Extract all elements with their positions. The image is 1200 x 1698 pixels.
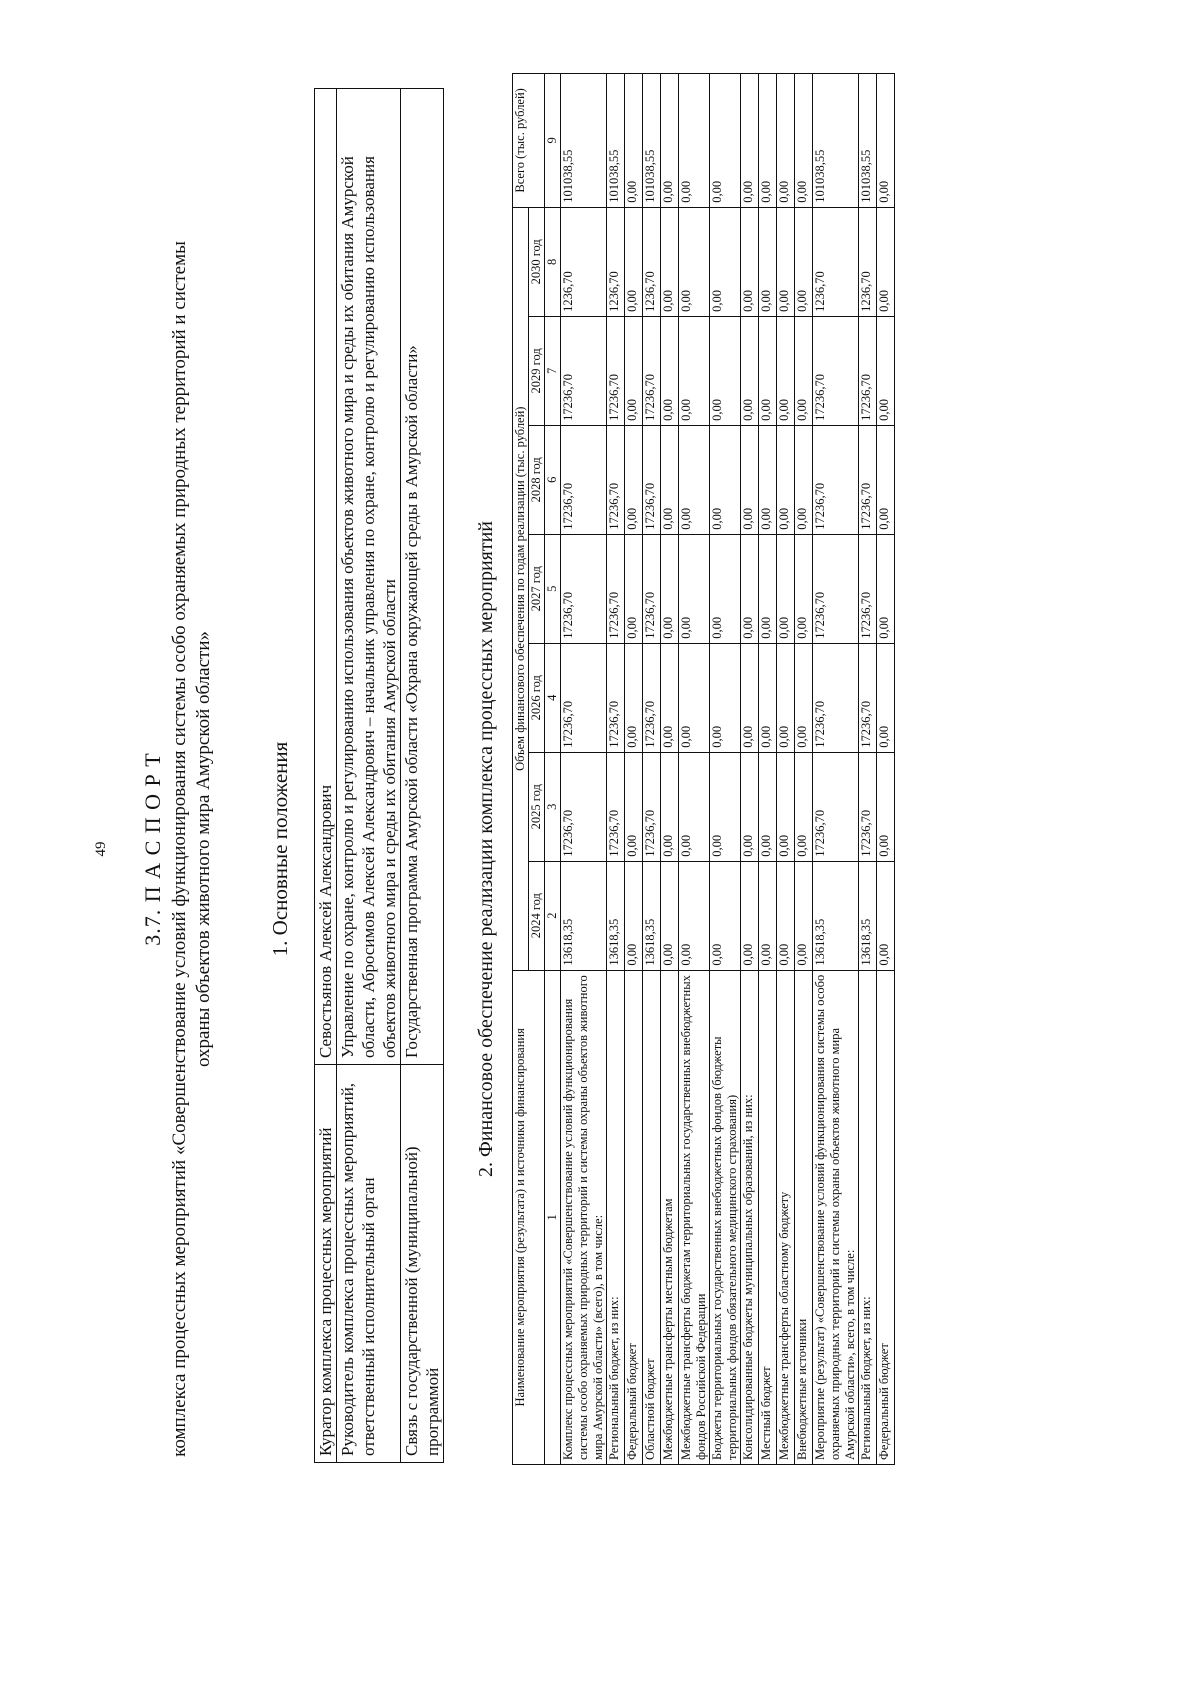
finance-value: 0,00: [795, 643, 813, 752]
finance-value: 0,00: [741, 74, 759, 208]
finance-value: 0,00: [795, 316, 813, 425]
finance-value: 0,00: [777, 316, 795, 425]
finance-value: 17236,70: [813, 752, 859, 861]
year-header: 2024 год: [529, 861, 545, 970]
finance-value: 17236,70: [607, 752, 625, 861]
finance-value: 1236,70: [813, 207, 859, 316]
year-header: 2025 год: [529, 752, 545, 861]
finance-value: 101038,55: [643, 74, 661, 208]
finance-value: 0,00: [625, 643, 643, 752]
column-index: 9: [545, 74, 561, 208]
finance-value: 0,00: [877, 534, 895, 643]
finance-row: [643, 74, 661, 1465]
finance-value: 101038,55: [561, 74, 607, 208]
year-header: 2029 год: [529, 316, 545, 425]
finance-value: 17236,70: [561, 534, 607, 643]
finance-value: 0,00: [661, 74, 679, 208]
finance-value: 13618,35: [561, 861, 607, 970]
finance-value: 0,00: [661, 425, 679, 534]
finance-source-name: Местный бюджет: [759, 970, 777, 1464]
finance-value: 17236,70: [859, 752, 877, 861]
passport-title: 3.7. П А С П О Р Т: [140, 752, 165, 946]
basic-info-label: Куратор комплекса процессных мероприятий: [315, 1065, 337, 1463]
finance-source-name: Региональный бюджет, из них:: [859, 970, 877, 1464]
finance-value: 0,00: [795, 752, 813, 861]
finance-value: 0,00: [877, 316, 895, 425]
finance-value: 0,00: [625, 425, 643, 534]
finance-value: 0,00: [661, 861, 679, 970]
finance-row: [877, 74, 895, 1465]
finance-value: 0,00: [679, 74, 710, 208]
finance-source-name: Консолидированные бюджеты муниципальных образований, из них:: [741, 970, 759, 1464]
finance-value: 101038,55: [859, 74, 877, 208]
finance-source-name: Межбюджетные трансферты бюджетам территориальных государственных внебюджетных фондов Российской Федерации: [679, 970, 710, 1464]
finance-value: 0,00: [741, 207, 759, 316]
year-header: 2030 год: [529, 207, 545, 316]
finance-value: 0,00: [679, 207, 710, 316]
finance-value: 0,00: [795, 861, 813, 970]
finance-value: 0,00: [759, 74, 777, 208]
finance-value: 0,00: [625, 207, 643, 316]
finance-value: 17236,70: [643, 643, 661, 752]
finance-value: 101038,55: [813, 74, 859, 208]
finance-value: 0,00: [710, 752, 741, 861]
column-index: 8: [545, 207, 561, 316]
finance-value: 0,00: [877, 74, 895, 208]
finance-value: 17236,70: [813, 316, 859, 425]
finance-value: 13618,35: [859, 861, 877, 970]
finance-value: 0,00: [625, 534, 643, 643]
finance-row: [741, 74, 759, 1465]
year-header: 2028 год: [529, 425, 545, 534]
finance-value: 0,00: [710, 861, 741, 970]
finance-value: 0,00: [661, 207, 679, 316]
finance-value: 0,00: [759, 752, 777, 861]
finance-value: 0,00: [710, 425, 741, 534]
finance-value: 17236,70: [859, 316, 877, 425]
finance-value: 17236,70: [561, 643, 607, 752]
finance-value: 0,00: [759, 425, 777, 534]
finance-value: 0,00: [741, 534, 759, 643]
finance-row: [759, 74, 777, 1465]
finance-value: 0,00: [625, 74, 643, 208]
finance-value: 17236,70: [859, 643, 877, 752]
finance-value: 0,00: [710, 207, 741, 316]
finance-value: 0,00: [777, 861, 795, 970]
finance-value: 0,00: [777, 425, 795, 534]
finance-value: 0,00: [679, 752, 710, 861]
basic-info-table: [314, 88, 444, 1463]
section-2-heading: 2. Финансовое обеспечение реализации комплекса процессных мероприятий: [475, 521, 497, 1178]
basic-info-row: [401, 89, 444, 1463]
finance-value: 17236,70: [643, 425, 661, 534]
finance-value: 17236,70: [561, 425, 607, 534]
finance-source-name: Межбюджетные трансферты областному бюджету: [777, 970, 795, 1464]
basic-info-row: [337, 89, 401, 1463]
finance-value: 0,00: [795, 74, 813, 208]
finance-value: 0,00: [661, 752, 679, 861]
finance-value: 17236,70: [859, 425, 877, 534]
finance-source-name: Внебюджетные источники: [795, 970, 813, 1464]
finance-value: 17236,70: [607, 425, 625, 534]
finance-value: 0,00: [661, 316, 679, 425]
finance-value: 0,00: [777, 74, 795, 208]
finance-value: 0,00: [679, 425, 710, 534]
finance-table: [512, 73, 895, 1465]
finance-value: 1236,70: [859, 207, 877, 316]
finance-value: 0,00: [741, 316, 759, 425]
finance-value: 17236,70: [643, 752, 661, 861]
finance-total-header: Всего (тыс. рублей): [513, 74, 545, 208]
finance-value: 0,00: [759, 643, 777, 752]
finance-value: 0,00: [661, 643, 679, 752]
finance-value: 0,00: [777, 643, 795, 752]
finance-value: 0,00: [877, 425, 895, 534]
finance-value: 0,00: [625, 752, 643, 861]
finance-row: [813, 74, 859, 1465]
finance-value: 0,00: [759, 861, 777, 970]
finance-value: 0,00: [877, 861, 895, 970]
finance-source-name: Бюджеты территориальных государственных внебюджетных фондов (бюджеты территориальных фондов обязательного медицинского страхования): [710, 970, 741, 1464]
finance-row: [607, 74, 625, 1465]
finance-row: [777, 74, 795, 1465]
finance-value: 0,00: [679, 316, 710, 425]
finance-value: 0,00: [795, 425, 813, 534]
finance-value: 0,00: [625, 316, 643, 425]
finance-value: 13618,35: [607, 861, 625, 970]
finance-value: 0,00: [710, 643, 741, 752]
column-index: 4: [545, 643, 561, 752]
finance-value: 17236,70: [859, 534, 877, 643]
column-index: 2: [545, 861, 561, 970]
finance-value: 0,00: [679, 534, 710, 643]
column-index: 6: [545, 425, 561, 534]
basic-info-label: Руководитель комплекса процессных мероприятий, ответственный исполнительный орган: [337, 1065, 401, 1463]
finance-row: [561, 74, 607, 1465]
passport-subtitle: комплекса процессных мероприятий «Совершенствование условий функционирования системы особо охраняемых природных территорий и системы охраны объектов животного мира Амурской области»: [169, 241, 214, 1457]
basic-info-value: Севостьянов Алексей Александрович: [315, 89, 337, 1065]
page-number: 49: [93, 841, 109, 857]
finance-value: 1236,70: [643, 207, 661, 316]
finance-name-header: Наименование мероприятия (результата) и источники финансирования: [513, 970, 545, 1464]
finance-value: 17236,70: [607, 534, 625, 643]
finance-value: 0,00: [661, 534, 679, 643]
finance-value: 0,00: [795, 534, 813, 643]
finance-volume-header: Объем финансового обеспечения по годам реализации (тыс. рублей): [513, 207, 529, 970]
finance-value: 0,00: [741, 752, 759, 861]
finance-value: 0,00: [877, 643, 895, 752]
finance-value: 0,00: [777, 534, 795, 643]
finance-value: 13618,35: [813, 861, 859, 970]
finance-value: 0,00: [759, 207, 777, 316]
finance-value: 1236,70: [607, 207, 625, 316]
finance-value: 17236,70: [643, 316, 661, 425]
finance-value: 0,00: [710, 74, 741, 208]
finance-value: 13618,35: [643, 861, 661, 970]
finance-value: 17236,70: [561, 316, 607, 425]
year-header: 2027 год: [529, 534, 545, 643]
finance-row: [859, 74, 877, 1465]
finance-value: 0,00: [710, 316, 741, 425]
finance-source-name: Региональный бюджет, из них:: [607, 970, 625, 1464]
section-1-heading: 1. Основные положения: [268, 741, 292, 957]
basic-info-row: [315, 89, 337, 1463]
title-block: [140, 0, 216, 1698]
finance-source-name: Федеральный бюджет: [877, 970, 895, 1464]
finance-value: 17236,70: [813, 425, 859, 534]
basic-info-value: Государственная программа Амурской области «Охрана окружающей среды в Амурской области»: [401, 89, 444, 1065]
finance-source-name: Мероприятие (результат) «Совершенствование условий функционирования системы особо охраняемых природных территорий и системы охраны объектов животного мира Амурской области», всего, в том числе:: [813, 970, 859, 1464]
finance-value: 0,00: [679, 643, 710, 752]
basic-info-label: Связь с государственной (муниципальной) программой: [401, 1065, 444, 1463]
column-index: 5: [545, 534, 561, 643]
finance-source-name: Комплекс процессных мероприятий «Совершенствование условий функционирования системы особо охраняемых природных территорий и системы охраны объектов животного мира Амурской области» (всего), в том числе:: [561, 970, 607, 1464]
finance-value: 17236,70: [813, 643, 859, 752]
finance-value: 17236,70: [813, 534, 859, 643]
column-index: 3: [545, 752, 561, 861]
column-index: 1: [545, 970, 561, 1464]
finance-value: 0,00: [741, 425, 759, 534]
finance-row: [661, 74, 679, 1465]
finance-value: 0,00: [759, 534, 777, 643]
finance-value: 0,00: [777, 207, 795, 316]
finance-value: 17236,70: [561, 752, 607, 861]
finance-value: 0,00: [795, 207, 813, 316]
column-index: 7: [545, 316, 561, 425]
finance-value: 0,00: [759, 316, 777, 425]
finance-row: [795, 74, 813, 1465]
finance-value: 17236,70: [607, 643, 625, 752]
finance-value: 17236,70: [607, 316, 625, 425]
finance-value: 17236,70: [643, 534, 661, 643]
finance-value: 0,00: [777, 752, 795, 861]
finance-value: 0,00: [741, 861, 759, 970]
finance-source-name: Областной бюджет: [643, 970, 661, 1464]
finance-row: [625, 74, 643, 1465]
basic-info-value: Управление по охране, контролю и регулированию использования объектов животного мира и среды их обитания Амурской области, Абросимов Алексей Александрович – начальник управления по охране, контролю и регулированию использования объектов животного мира и среды их обитания Амурской области: [337, 89, 401, 1065]
finance-source-name: Межбюджетные трансферты местным бюджетам: [661, 970, 679, 1464]
finance-row: [710, 74, 741, 1465]
finance-value: 0,00: [625, 861, 643, 970]
finance-value: 101038,55: [607, 74, 625, 208]
finance-value: 0,00: [877, 207, 895, 316]
year-header: 2026 год: [529, 643, 545, 752]
finance-value: 0,00: [710, 534, 741, 643]
finance-value: 0,00: [877, 752, 895, 861]
finance-value: 1236,70: [561, 207, 607, 316]
finance-row: [679, 74, 710, 1465]
finance-source-name: Федеральный бюджет: [625, 970, 643, 1464]
finance-value: 0,00: [679, 861, 710, 970]
finance-value: 0,00: [741, 643, 759, 752]
